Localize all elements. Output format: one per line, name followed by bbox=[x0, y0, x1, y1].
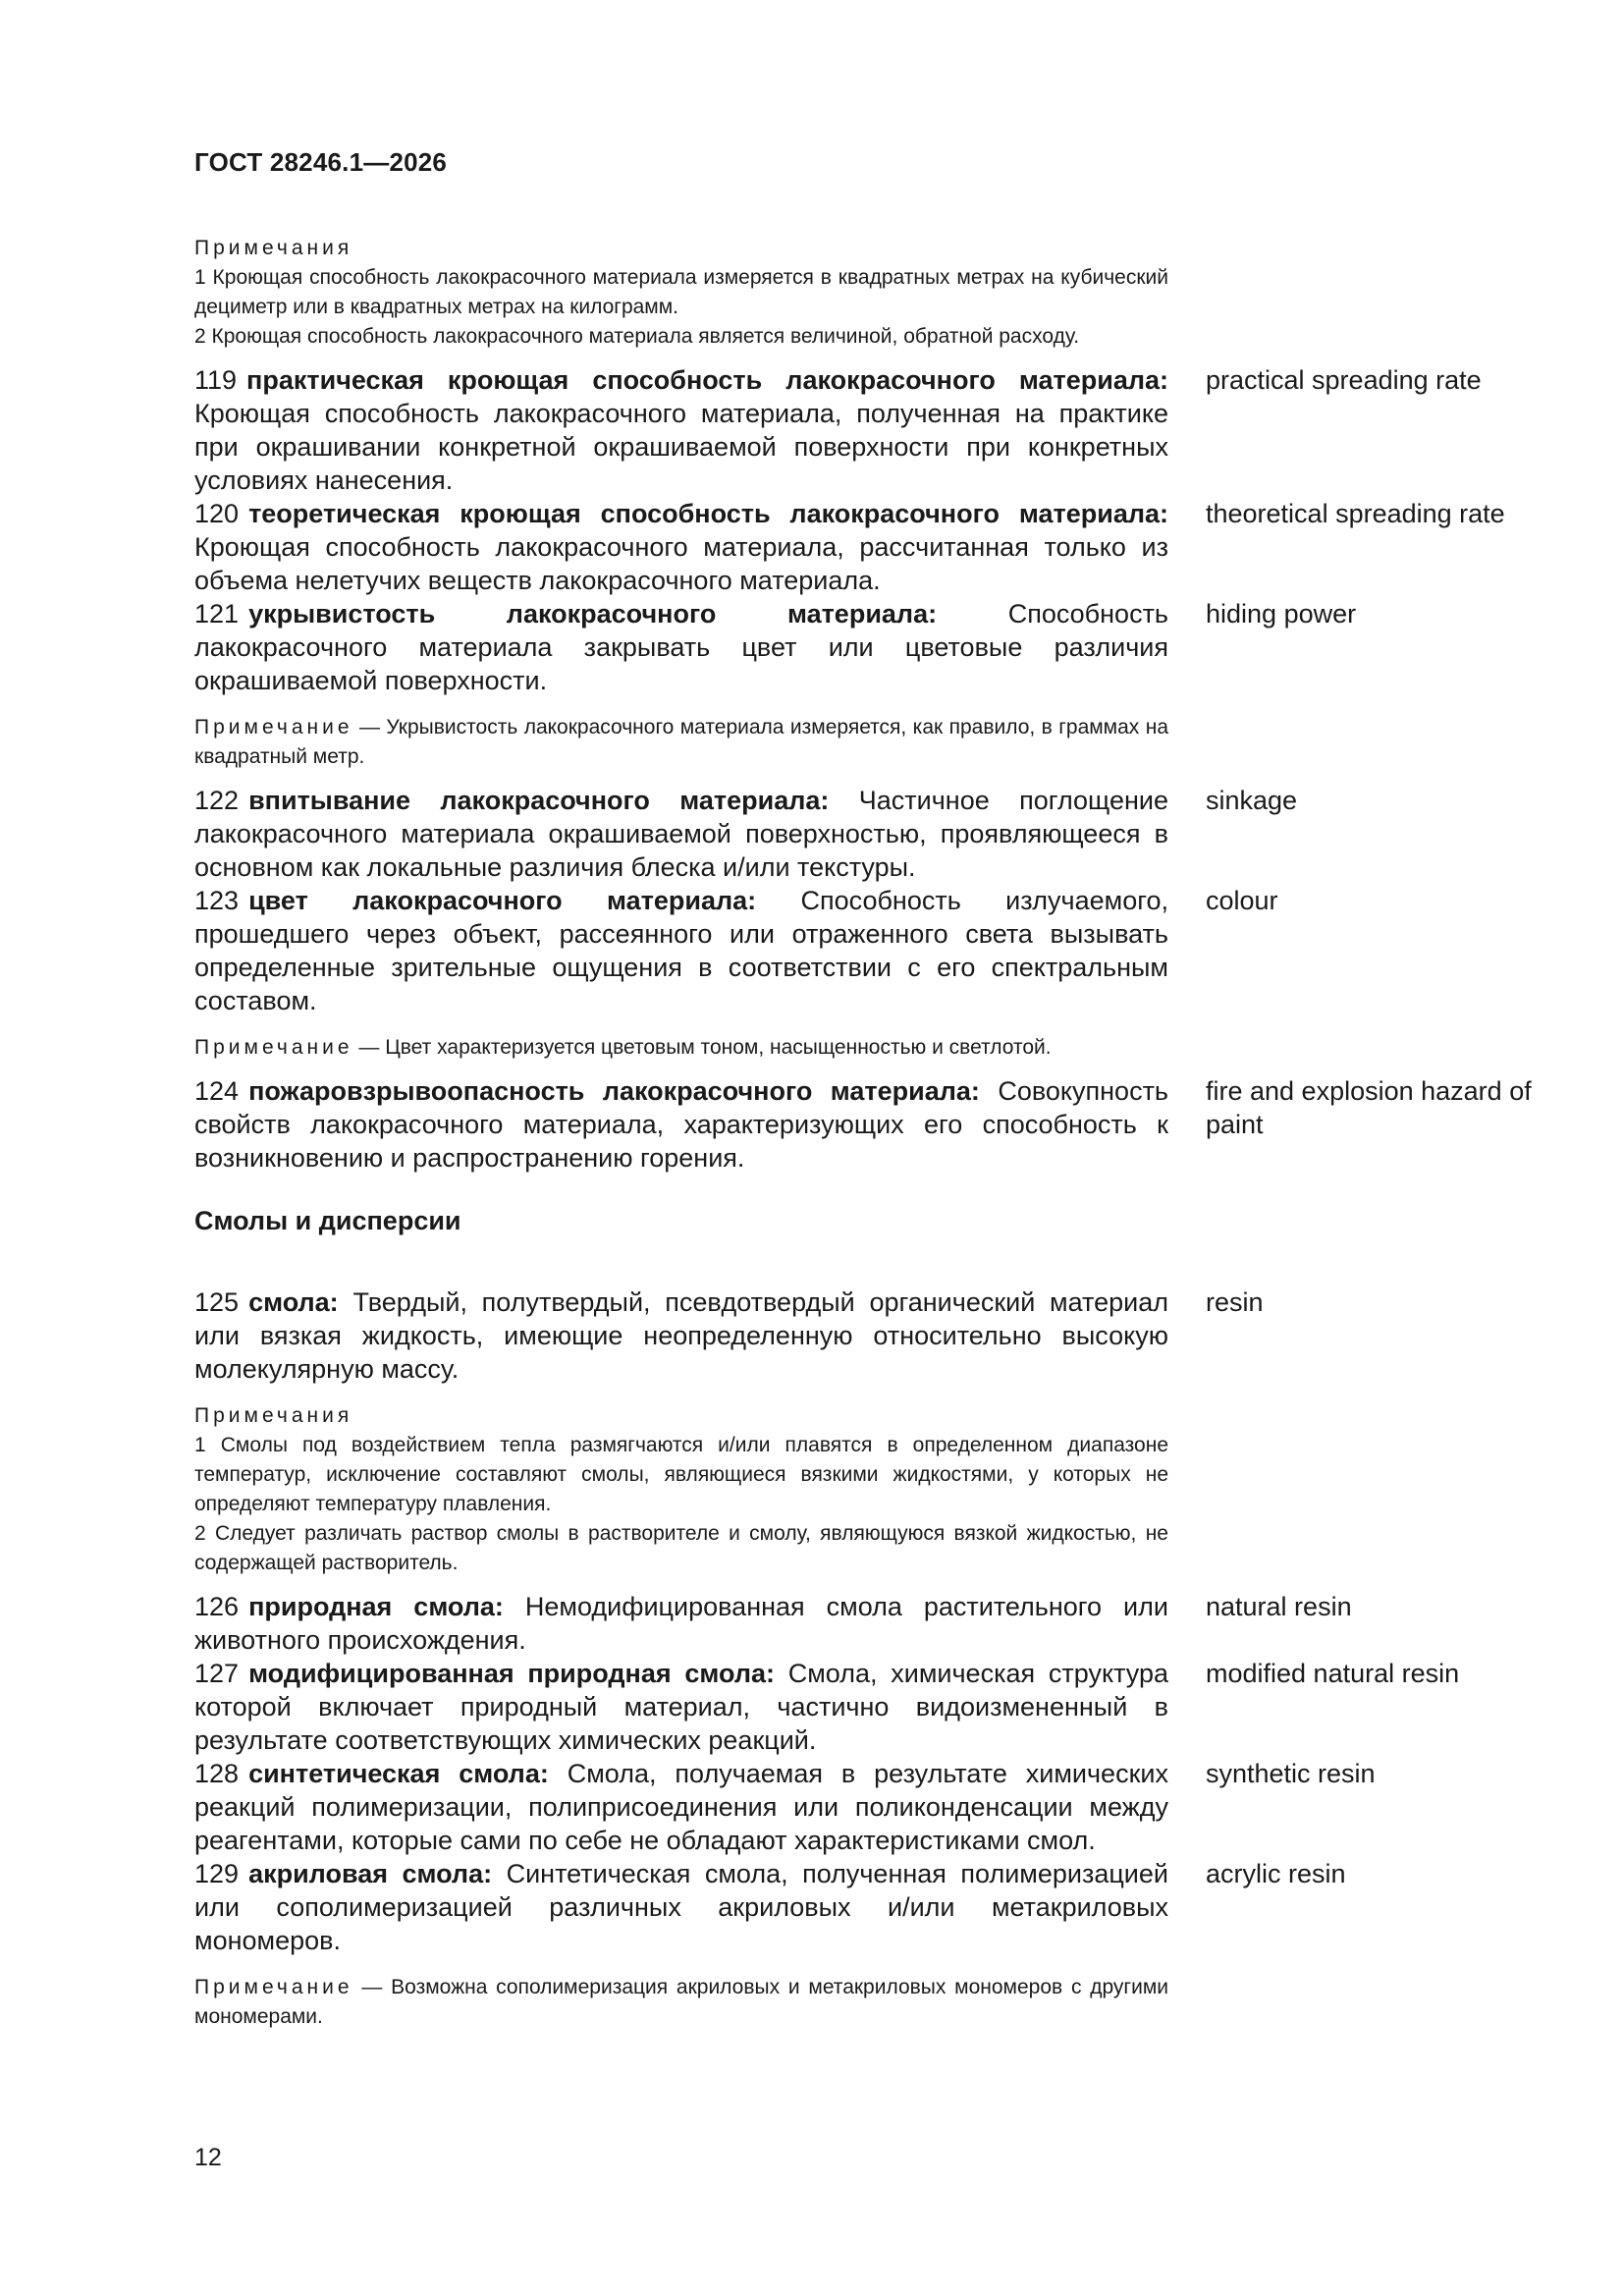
term-entry bbox=[194, 1657, 1540, 1757]
term-name: укрывистость лакокрасочного материала: bbox=[248, 599, 938, 629]
term-text: Кроющая способность лакокрасочного материала, полученная на практике при окрашивании конкретной окрашиваемой поверхности при конкретных условиях нанесения. bbox=[194, 399, 1168, 495]
term-text: Твердый, полутвердый, псевдотвердый органический материал или вязкая жидкость, имеющие неопределенную относительно высокую молекулярную массу. bbox=[194, 1287, 1168, 1384]
term-entry bbox=[194, 1757, 1540, 1857]
note-block bbox=[194, 234, 1168, 352]
note-item: 2 Следует различать раствор смолы в растворителе и смолу, являющуюся вязкой жидкостью, не содержащей растворитель. bbox=[194, 1522, 1168, 1574]
term-number: 124 bbox=[194, 1076, 240, 1106]
note-block bbox=[194, 713, 1168, 772]
section-heading: Смолы и дисперсии bbox=[194, 1206, 461, 1235]
term-text: Кроющая способность лакокрасочного материала, рассчитанная только из объема нелетучих веществ лакокрасочного материала. bbox=[194, 532, 1168, 595]
term-number: 123 bbox=[194, 886, 240, 915]
term-english: hiding power bbox=[1206, 599, 1357, 629]
term-number: 129 bbox=[194, 1859, 240, 1888]
term-english: fire and explosion hazard of paint bbox=[1206, 1076, 1532, 1139]
term-entry bbox=[194, 1857, 1540, 1957]
term-definition bbox=[194, 1857, 1168, 1957]
term-name: впитывание лакокрасочного материала: bbox=[248, 786, 830, 815]
term-definition bbox=[194, 1657, 1168, 1757]
term-entry bbox=[194, 597, 1540, 697]
note-text: — Укрывистость лакокрасочного материала измеряется, как правило, в граммах на квадратный метр. bbox=[194, 716, 1168, 768]
note-block bbox=[194, 1033, 1168, 1063]
term-number: 119 bbox=[194, 365, 238, 395]
note-heading: Примечание bbox=[194, 1036, 353, 1059]
note-heading: Примечание bbox=[194, 1976, 353, 1998]
term-english: theoretical spreading rate bbox=[1206, 499, 1505, 528]
document-header: ГОСТ 28246.1—2026 bbox=[194, 147, 448, 177]
term-number: 120 bbox=[194, 499, 240, 528]
term-name: синтетическая смола: bbox=[248, 1759, 549, 1788]
term-text: Совокупность свойств лакокрасочного материала, характеризующих его способность к возникновению и распространению горения. bbox=[194, 1076, 1168, 1173]
term-text: Немодифицированная смола растительного или животного происхождения. bbox=[194, 1592, 1168, 1655]
term-number: 121 bbox=[194, 599, 240, 629]
term-entry bbox=[194, 363, 1540, 497]
term-number: 122 bbox=[194, 786, 240, 815]
term-number: 128 bbox=[194, 1759, 240, 1788]
note-heading: Примечания bbox=[194, 237, 353, 259]
note-heading: Примечания bbox=[194, 1404, 353, 1427]
term-english: synthetic resin bbox=[1206, 1759, 1376, 1788]
term-name: природная смола: bbox=[248, 1592, 504, 1621]
term-english: natural resin bbox=[1206, 1592, 1352, 1621]
term-entry bbox=[194, 784, 1540, 884]
term-name: цвет лакокрасочного материала: bbox=[248, 886, 757, 915]
term-entry bbox=[194, 497, 1540, 597]
term-definition bbox=[194, 497, 1168, 597]
term-definition bbox=[194, 1590, 1168, 1657]
term-number: 126 bbox=[194, 1592, 240, 1621]
term-name: акриловая смола: bbox=[248, 1859, 493, 1888]
term-definition bbox=[194, 1074, 1168, 1175]
term-name: теоретическая кроющая способность лакокрасочного материала: bbox=[248, 499, 1168, 528]
term-name: пожаровзрывоопасность лакокрасочного материала: bbox=[248, 1076, 980, 1106]
note-heading: Примечание bbox=[194, 716, 353, 738]
term-text: Частичное поглощение лакокрасочного материала окрашиваемой поверхностью, проявляющееся в основном как локальные различия блеска и/или текстуры. bbox=[194, 786, 1168, 882]
term-english: sinkage bbox=[1206, 786, 1298, 815]
term-text: Смола, химическая структура которой включает природный материал, частично видоизмененный в результате соответствующих химических реакций. bbox=[194, 1659, 1168, 1755]
term-entry bbox=[194, 1074, 1540, 1175]
term-text: Способность лакокрасочного материала закрывать цвет или цветовые различия окрашиваемой поверхности. bbox=[194, 599, 1168, 695]
term-name: практическая кроющая способность лакокрасочного материала: bbox=[246, 365, 1168, 395]
term-entry bbox=[194, 884, 1540, 1017]
term-definition bbox=[194, 363, 1168, 497]
term-english: resin bbox=[1206, 1287, 1264, 1317]
term-text: Синтетическая смола, полученная полимеризацией или сополимеризацией различных акриловых и/или метакриловых мономеров. bbox=[194, 1859, 1168, 1955]
term-name: модифицированная природная смола: bbox=[248, 1659, 775, 1688]
page-number: 12 bbox=[194, 2144, 222, 2171]
term-english: acrylic resin bbox=[1206, 1859, 1346, 1888]
term-definition bbox=[194, 884, 1168, 1017]
note-block bbox=[194, 1973, 1168, 2032]
note-item: 1 Смолы под воздействием тепла размягчаются и/или плавятся в определенном диапазоне температур, исключение составляют смолы, являющиеся вязкими жидкостями, у которых не определяют температуру плавления. bbox=[194, 1434, 1168, 1515]
term-entry bbox=[194, 1590, 1540, 1657]
term-number: 127 bbox=[194, 1659, 240, 1688]
term-english: practical spreading rate bbox=[1206, 365, 1482, 395]
terms-content bbox=[194, 234, 1540, 2044]
note-text: — Цвет характеризуется цветовым тоном, насыщенностью и светлотой. bbox=[352, 1036, 1052, 1059]
term-english: modified natural resin bbox=[1206, 1659, 1460, 1688]
term-definition bbox=[194, 1757, 1168, 1857]
term-entry bbox=[194, 1285, 1540, 1386]
term-text: Смола, получаемая в результате химических реакций полимеризации, полиприсоединения или поликонденсации между реагентами, которые сами по себе не обладают характеристиками смол. bbox=[194, 1759, 1168, 1855]
term-english: colour bbox=[1206, 886, 1278, 915]
term-definition bbox=[194, 1285, 1168, 1386]
note-item: 2 Кроющая способность лакокрасочного материала является величиной, обратной расходу. bbox=[194, 325, 1080, 348]
note-block bbox=[194, 1401, 1168, 1578]
note-text: — Возможна сополимеризация акриловых и метакриловых мономеров с другими мономерами. bbox=[194, 1976, 1168, 2028]
term-text: Способность излучаемого, прошедшего через объект, рассеянного или отраженного света вызывать определенные зрительные ощущения в соответствии с его спектральным составом. bbox=[194, 886, 1168, 1015]
term-definition bbox=[194, 597, 1168, 697]
term-number: 125 bbox=[194, 1287, 240, 1317]
term-definition bbox=[194, 784, 1168, 884]
term-name: смола: bbox=[248, 1287, 339, 1317]
note-item: 1 Кроющая способность лакокрасочного материала измеряется в квадратных метрах на кубический дециметр или в квадратных метрах на килограмм. bbox=[194, 266, 1168, 318]
